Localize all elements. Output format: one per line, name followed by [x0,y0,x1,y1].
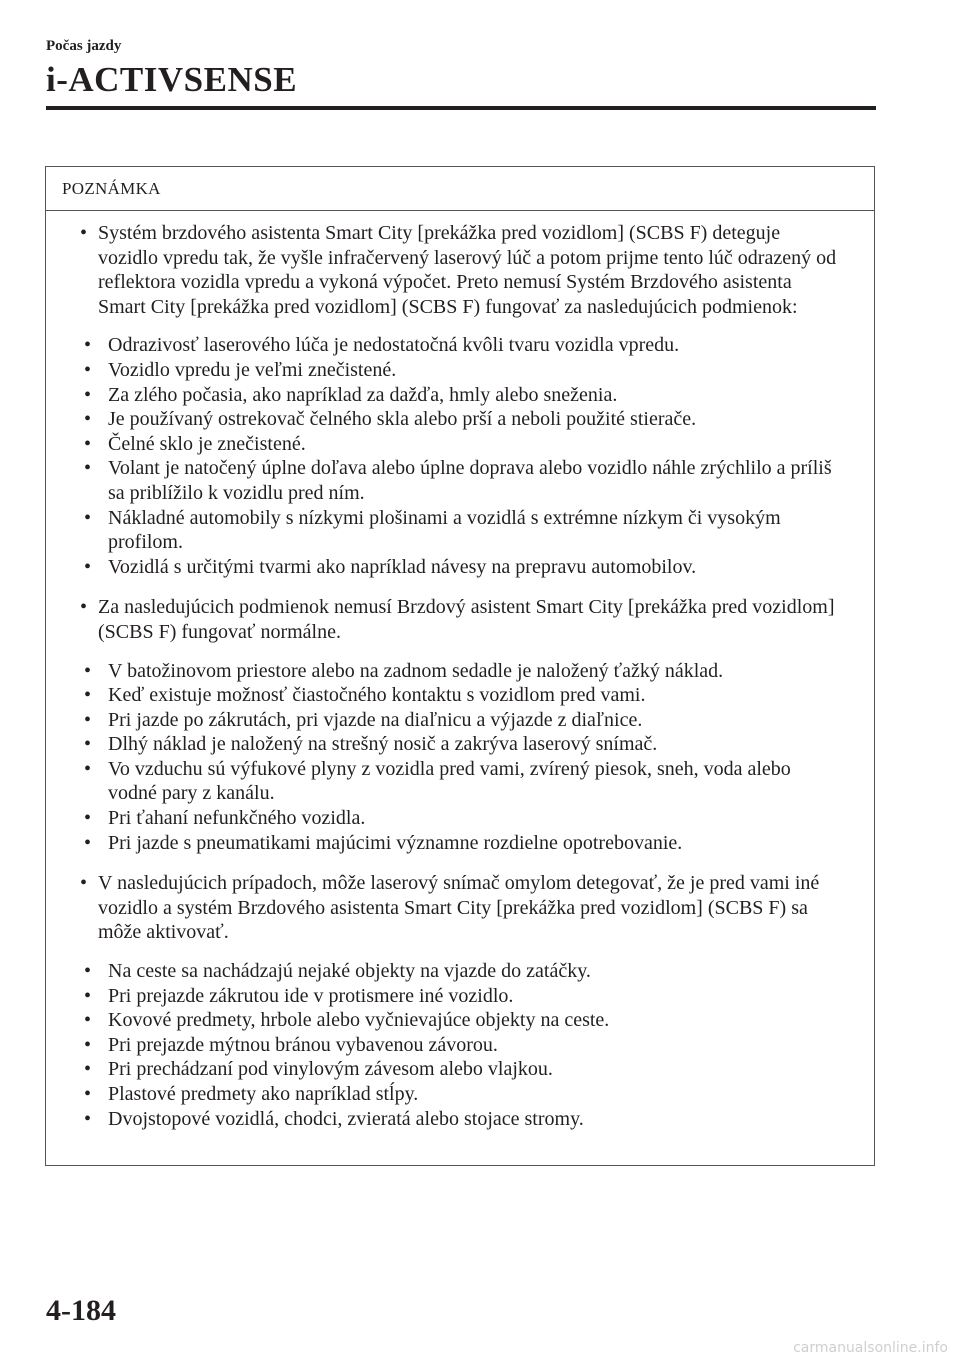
bullet-icon: • [84,807,92,830]
list-item: • Čelné sklo je znečistené. [84,432,306,455]
point-text: V nasledujúcich prípadoch, môže laserový snímač omylom detegovať, že je pred vami iné vozidlo a systém Brzdového asistenta Smart City [prekážka pred vozidlom] (SCBS F) sa môže aktivovať. [98,872,820,944]
list-item: • Pri prechádzaní pod vinylovým závesom alebo vlajkou. [84,1058,553,1081]
bullet-icon: • [84,506,92,529]
list-item: • Na ceste sa nachádzajú nejaké objekty na vjazde do zatáčky. [84,960,591,983]
bullet-icon: • [84,733,92,756]
bullet-icon: • [84,684,92,707]
list-item: • Dvojstopové vozidlá, chodci, zvieratá alebo stojace stromy. [84,1107,584,1130]
bullet-icon: • [84,1009,92,1032]
sub-list [84,959,844,1131]
point-text: Za nasledujúcich podmienok nemusí Brzdový asistent Smart City [prekážka pred vozidlom] (SCBS F) fungovať normálne. [98,596,835,643]
bullet-icon: • [84,1083,92,1105]
list-item: • V batožinovom priestore alebo na zadnom sedadle je naložený ťažký náklad. [84,659,724,682]
bullet-icon: • [84,334,92,357]
list-item: • Odrazivosť laserového lúča je nedostatočná kvôli tvaru vozidla vpredu. [84,334,680,357]
section-label: Počas jazdy [46,38,122,54]
note-point [74,871,844,945]
list-item: • Pri prejazde zákrutou ide v protismere iné vozidlo. [84,984,514,1007]
bullet-icon: • [84,408,92,431]
note-box [45,166,875,1166]
sub-list [84,333,844,579]
bullet-icon: • [84,1107,92,1130]
header-rule [46,106,876,110]
list-item: • Volant je natočený úplne doľava alebo úplne doprava alebo vozidlo náhle zrýchlilo a príliš sa priblížilo k vozidlu pred ním. [84,457,832,504]
bullet-icon: • [84,555,92,578]
list-item: • Vozidlá s určitými tvarmi ako napríklad návesy na prepravu automobilov. [84,555,697,578]
sub-list [84,659,844,856]
note-body [46,211,874,1131]
list-item: • Nákladné automobily s nízkymi plošinami a vozidlá s extrémne nízkym či vysokým profilom. [84,506,781,554]
list-item: • Vo vzduchu sú výfukové plyny z vozidla pred vami, zvírený piesok, sneh, voda alebo vodné pary z kanálu. [84,757,791,805]
list-item: • Vozidlo vpredu je veľmi znečistené. [84,358,397,381]
list-item: • Dlhý náklad je naložený na strešný nosič a zakrýva laserový snímač. [84,733,658,756]
list-item: • Kovové predmety, hrbole alebo vyčnievajúce objekty na ceste. [84,1009,610,1032]
note-point [74,595,844,644]
list-item: • Pri jazde po zákrutách, pri vjazde na diaľnicu a výjazde z diaľnice. [84,708,643,731]
bullet-icon: • [84,1033,92,1056]
bullet-icon: • [84,432,92,455]
list-item: • Keď existuje možnosť čiastočného kontaktu s vozidlom pred vami. [84,684,646,707]
bullet-dot-icon: • [80,596,88,619]
page-number: 4-184 [46,1294,116,1327]
list-item: • Pri ťahaní nefunkčného vozidla. [84,807,366,830]
watermark: carmanualsonline.info [793,1340,948,1356]
bullet-dot-icon: • [80,872,88,895]
list-item: • Pri prejazde mýtnou bránou vybavenou závorou. [84,1033,498,1056]
point-text: Systém brzdového asistenta Smart City [prekážka pred vozidlom] (SCBS F) deteguje vozidlo vpredu tak, že vyšle infračervený laserový lúč a potom prijme tento lúč odrazený od reflektora vozidla vpredu a vykoná výpočet. Preto nemusí Systém Brzdového asistenta Smart City [prekážka pred vozidlom] (SCBS F) fungovať za nasledujúcich podmienok: [98,222,837,318]
bullet-icon: • [84,358,92,381]
bullet-icon: • [84,1058,92,1081]
list-item: • Pri jazde s pneumatikami majúcimi významne rozdielne opotrebovanie. [84,831,683,854]
note-heading: POZNÁMKA [46,167,874,211]
chapter-title: i-ACTIVSENSE [46,60,298,99]
bullet-icon: • [84,984,92,1007]
bullet-icon: • [84,659,92,682]
note-point [74,221,844,319]
bullet-dot-icon: • [80,222,88,244]
bullet-icon: • [84,960,92,983]
bullet-icon: • [84,708,92,731]
list-item: • Za zlého počasia, ako napríklad za dažďa, hmly alebo sneženia. [84,383,618,406]
list-item: • Je používaný ostrekovač čelného skla alebo prší a neboli použité stierače. [84,408,697,431]
bullet-icon: • [84,457,92,480]
bullet-icon: • [84,831,92,854]
bullet-icon: • [84,383,92,406]
list-item: • Plastové predmety ako napríklad stĺpy. [84,1083,419,1105]
bullet-icon: • [84,757,92,780]
